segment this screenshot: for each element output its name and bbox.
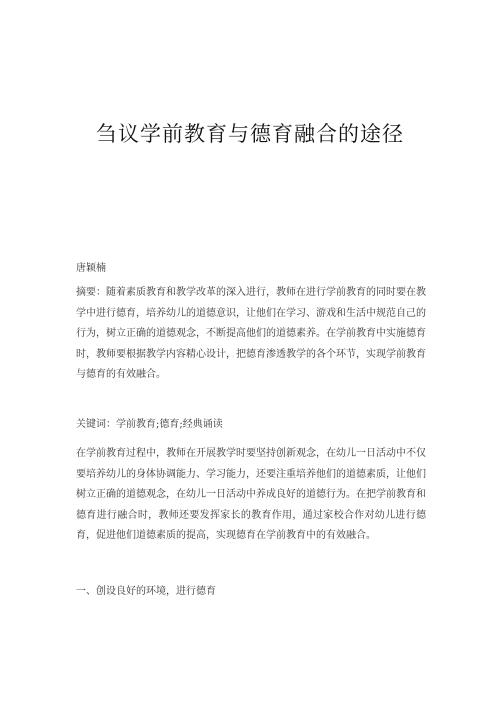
abstract-paragraph: 摘要：随着素质教育和教学改革的深入进行，教师在进行学前教育的同时要在教学中进行德育，培养幼儿的道德意识，让他们在学习、游戏和生活中规范自己的行为，树立正确的道德观念，不断提高他们的道德素养。在学前教育中实施德育时，教师要根据教学内容精心设计，把德育渗透教学的各个环节，实现学前教育与德育的有效融合。 — [76, 287, 426, 380]
body-paragraph: 在学前教育过程中，教师在开展教学时要坚持创新观念，在幼儿一日活动中不仅要培养幼儿的身体协调能力、学习能力，还要注重培养他们的道德素质，让他们树立正确的道德观念，在幼儿一日活动中养成良好的道德行为。在把学前教育和德育进行融合时，教师还要发挥家长的教育作用，通过家校合作对幼儿进行德育，促进他们道德素质的提高，实现德育在学前教育中的有效融合。 — [76, 448, 426, 541]
section-heading: 一、创设良好的环境，进行德育 — [76, 586, 216, 597]
author-name: 唐颖楠 — [76, 263, 106, 274]
document-title: 刍议学前教育与德育融合的途径 — [96, 122, 404, 146]
keywords-line: 关键词：学前教育;德育;经典诵读 — [76, 419, 223, 430]
